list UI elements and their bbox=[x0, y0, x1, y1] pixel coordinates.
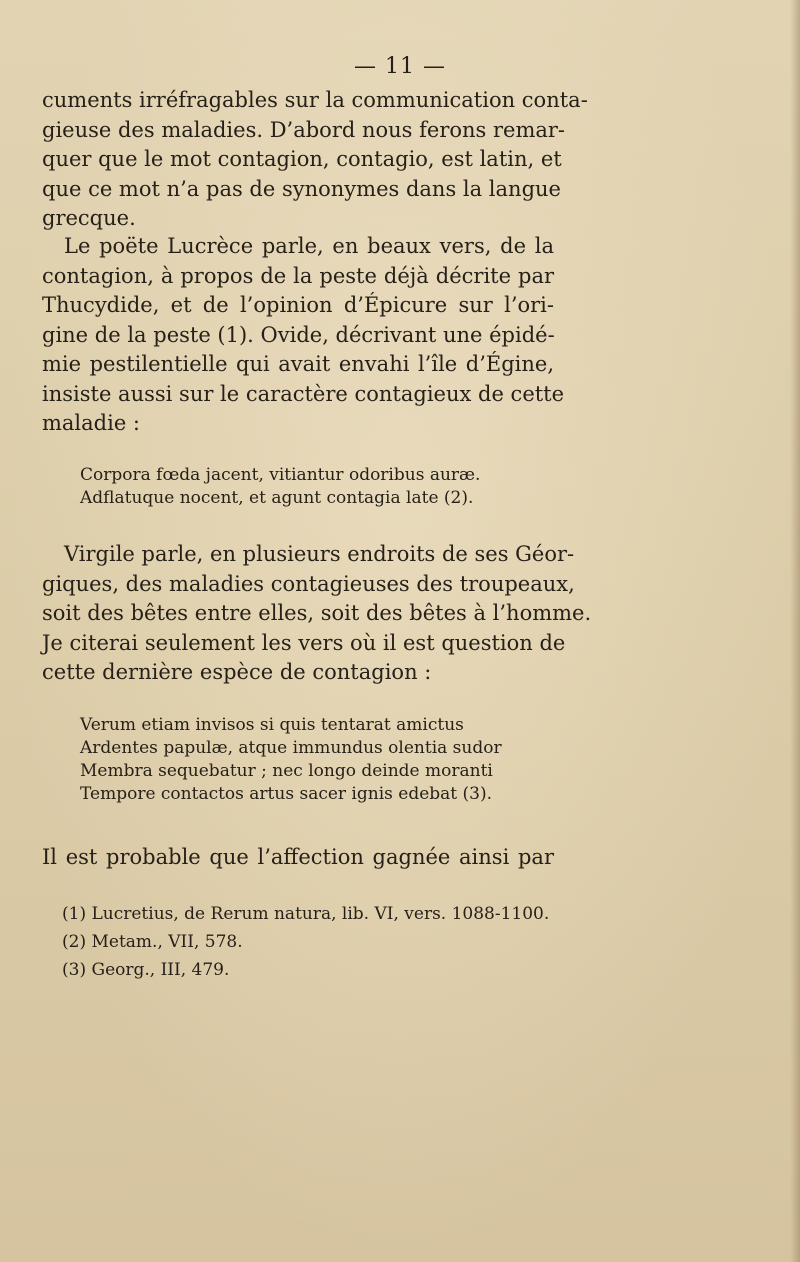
footnote: (1) Lucretius, de Rerum natura, lib. VI, vers. 1088-1100. bbox=[62, 904, 550, 924]
text-line: contagion, à propos de la peste déjà décrite par bbox=[42, 263, 554, 288]
verse-line: Membra sequebatur ; nec longo deinde moranti bbox=[80, 761, 493, 781]
text-line: cette dernière espèce de contagion : bbox=[42, 660, 432, 684]
text-line: Je citerai seulement les vers où il est question de bbox=[42, 630, 566, 655]
text-line: cuments irréfragables sur la communication conta- bbox=[42, 88, 588, 112]
verse-quote-ovid bbox=[80, 464, 480, 510]
text-line: Le poëte Lucrèce parle, en beaux vers, de la bbox=[64, 234, 554, 258]
verse-quote-virgil bbox=[80, 714, 502, 806]
text-line: maladie : bbox=[42, 411, 141, 435]
text-line: Virgile parle, en plusieurs endroits de ses Géor- bbox=[64, 542, 575, 566]
text-line: que ce mot n’a pas de synonymes dans la langue bbox=[42, 176, 561, 201]
verse-line: Corpora fœda jacent, vitiantur odoribus auræ. bbox=[80, 465, 481, 485]
text-line: Il est probable que l’affection gagnée ainsi par bbox=[42, 845, 554, 869]
text-line: quer que le mot contagion, contagio, est latin, et bbox=[42, 147, 562, 171]
page-number: — 11 — bbox=[354, 54, 446, 79]
paragraph-1 bbox=[42, 86, 588, 234]
text-line: mie pestilentielle qui avait envahi l’île d’Égine, bbox=[42, 352, 554, 376]
text-line: soit des bêtes entre elles, soit des bêtes à l’homme. bbox=[42, 601, 592, 625]
verse-line: Ardentes papulæ, atque immundus olentia sudor bbox=[80, 738, 502, 758]
text-line: grecque. bbox=[42, 206, 136, 230]
paragraph-4 bbox=[42, 843, 554, 873]
footnote: (3) Georg., III, 479. bbox=[62, 960, 230, 980]
verse-line: Adflatuque nocent, et agunt contagia late (2). bbox=[80, 488, 474, 508]
paragraph-2 bbox=[42, 232, 565, 439]
paragraph-3 bbox=[42, 540, 592, 688]
footnotes bbox=[62, 900, 549, 984]
text-line: Thucydide, et de l’opinion d’Épicure sur l’ori- bbox=[42, 293, 554, 317]
footnote: (2) Metam., VII, 578. bbox=[62, 932, 243, 952]
text-line: gine de la peste (1). Ovide, décrivant une épidé- bbox=[42, 322, 555, 347]
verse-line: Tempore contactos artus sacer ignis edebat (3). bbox=[80, 784, 493, 804]
text-line: gieuse des maladies. D’abord nous ferons remar- bbox=[42, 117, 566, 142]
text-line: insiste aussi sur le caractère contagieux de cette bbox=[42, 381, 565, 406]
text-line: giques, des maladies contagieuses des troupeaux, bbox=[42, 571, 575, 596]
verse-line: Verum etiam invisos si quis tentarat amictus bbox=[80, 715, 464, 735]
